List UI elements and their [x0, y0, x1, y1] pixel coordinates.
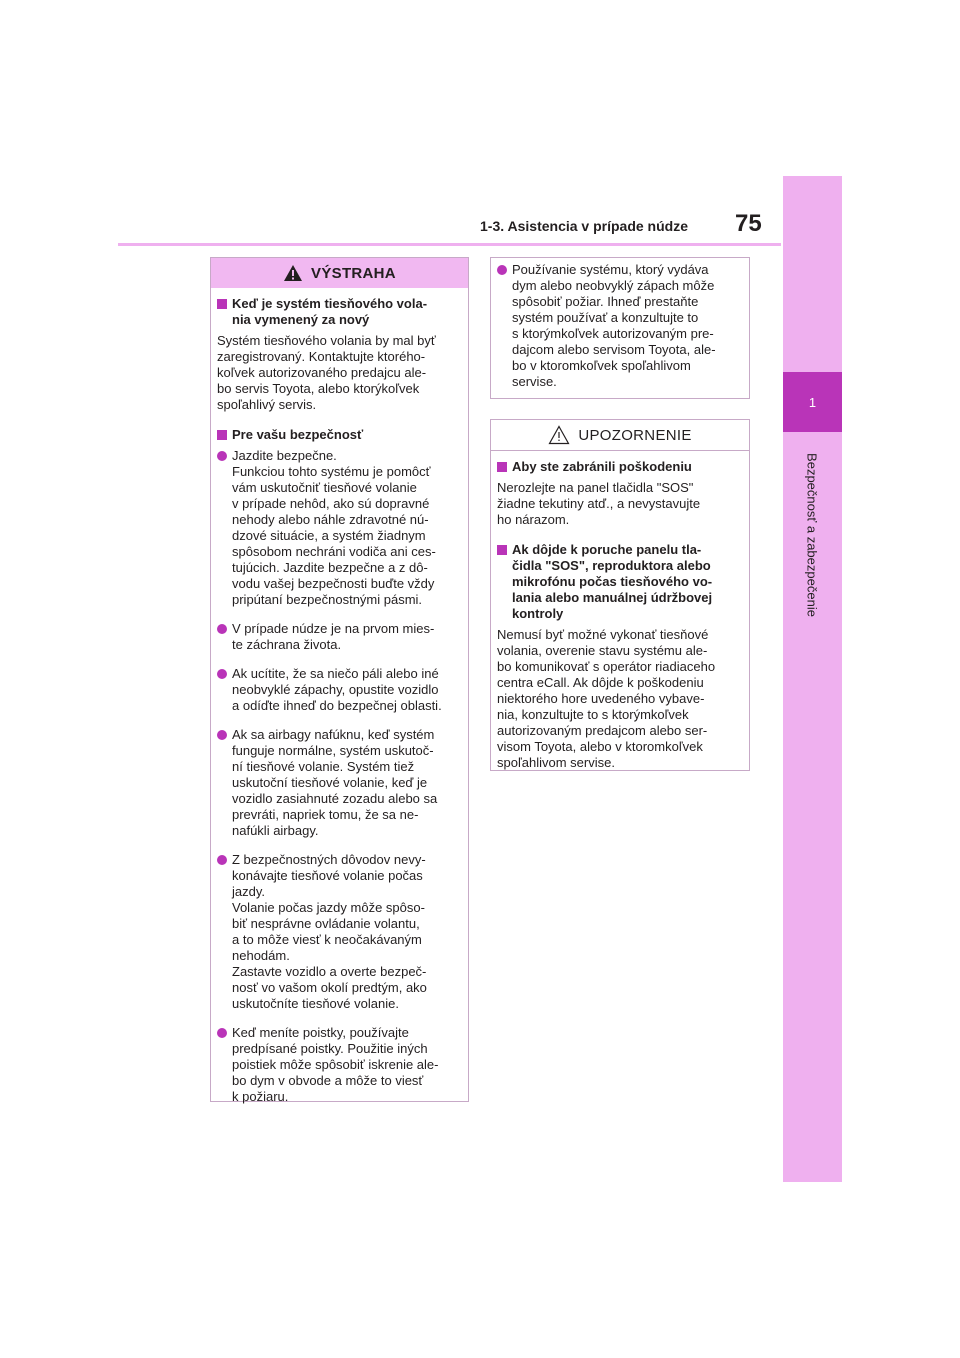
caution-box	[490, 419, 750, 771]
list-item	[217, 621, 462, 653]
list-item-text: Používanie systému, ktorý vydáva dym alebo neobvyklý zápach môže spôsobiť požiar. Ihneď prestaňte systém používať a konzultujte to s ktorýmkoľvek autorizovaným pre- dajcom alebo servisom Toyota, ale- bo v ktoromkoľvek spoľahlivom servise.	[512, 262, 716, 389]
list-item	[497, 262, 743, 390]
list-item-text: Z bezpečnostných dôvodov nevy- konávajte tiesňové volanie počas jazdy. Volanie počas jazdy môže spôso- biť nesprávne ovládanie volantu, a to môže viesť k neočakávaným nehodám. Zastavte vozidlo a overte bezpeč- nosť vo vašom okolí predtým, ako uskutočníte tiesňové volanie.	[232, 852, 427, 1011]
chapter-label: Bezpečnosť a zabezpečenie	[804, 453, 820, 617]
square-bullet-icon	[497, 545, 507, 555]
list-item	[217, 852, 462, 1012]
warning-subheading	[217, 296, 462, 328]
list-item	[217, 727, 462, 839]
warning-paragraph: Systém tiesňového volania by mal byť zaregistrovaný. Kontaktujte ktorého- koľvek autorizovaného predajcu ale- bo servis Toyota, alebo ktorýkoľvek spoľahlivý servis.	[217, 333, 436, 412]
bullet-dot-icon	[497, 265, 507, 275]
caution-subheading	[497, 542, 743, 622]
chapter-number: 1	[783, 372, 842, 432]
section-title: 1-3. Asistencia v prípade núdze	[480, 218, 688, 234]
list-item-text: Keď meníte poistky, používajte predpísané poistky. Použitie iných poistiek môže spôsobiť iskrenie ale- bo dym v obvode a môže to viesť k požiaru.	[232, 1025, 439, 1104]
caution-paragraph: Nemusí byť možné vykonať tiesňové volania, overenie stavu systému ale- bo komunikovať s operátor riadiaceho centra eCall. Ak dôjde k poškodeniu niektorého hore uvedeného vybave- nia, konzultujte to s ktorýmkoľvek autorizovaným predajcom alebo ser- visom Toyota, alebo v ktoromkoľvek spoľahlivom servise.	[497, 627, 716, 770]
chapter-tab	[783, 176, 842, 1182]
subheading-text: Aby ste zabránili poškodeniu	[512, 459, 692, 474]
caution-box-header	[491, 420, 749, 451]
caution-triangle-icon	[548, 425, 570, 445]
header-rule	[118, 243, 781, 246]
warning-box-continued	[490, 257, 750, 399]
caution-subheading	[497, 459, 743, 475]
list-item-text: V prípade núdze je na prvom mies- te záchrana života.	[232, 621, 435, 652]
caution-paragraph: Nerozlejte na panel tlačidla "SOS" žiadne tekutiny atď., a nevystavujte ho nárazom.	[497, 480, 701, 527]
bullet-dot-icon	[217, 855, 227, 865]
bullet-dot-icon	[217, 669, 227, 679]
warning-triangle-icon	[283, 264, 303, 282]
bullet-dot-icon	[217, 624, 227, 634]
list-item-text: Ak ucítite, že sa niečo páli alebo iné neobvyklé zápachy, opustite vozidlo a odíďte ihneď do bezpečnej oblasti.	[232, 666, 442, 713]
list-item	[217, 448, 462, 608]
list-item-text: Jazdite bezpečne. Funkciou tohto systému je pomôcť vám uskutočniť tiesňové volanie v prípade nehôd, ako sú dopravné nehody alebo náhle zdravotné nú- dzové situácie, a systém žiadnym spôsobom nechráni vodiča ani ces- tujúcich. Jazdite bezpečne a z dô- vodu vašej bezpečnosti buďte vždy pripútaní bezpečnostnými pásmi.	[232, 448, 436, 607]
bullet-dot-icon	[217, 451, 227, 461]
caution-box-title: UPOZORNENIE	[578, 426, 692, 444]
square-bullet-icon	[497, 462, 507, 472]
warning-box-header	[211, 258, 468, 288]
list-item-text: Ak sa airbagy nafúknu, keď systém funguje normálne, systém uskutoč- ní tiesňové volanie. Systém tiež uskutoční tiesňové volanie, keď je vozidlo zasiahnuté zozadu alebo sa prevráti, napriek tomu, že sa ne- nafúkli airbagy.	[232, 727, 438, 838]
bullet-dot-icon	[217, 730, 227, 740]
list-item	[217, 1025, 462, 1105]
bullet-dot-icon	[217, 1028, 227, 1038]
list-item	[217, 666, 462, 714]
warning-box-title: VÝSTRAHA	[311, 264, 396, 282]
square-bullet-icon	[217, 299, 227, 309]
subheading-text: Ak dôjde k poruche panelu tla- čidla "SOS", reproduktora alebo mikrofónu počas tiesňového vo- lania alebo manuálnej údržbovej kontroly	[512, 542, 713, 621]
subheading-text: Pre vašu bezpečnosť	[232, 427, 364, 442]
page-number: 75	[735, 210, 762, 237]
square-bullet-icon	[217, 430, 227, 440]
subheading-text: Keď je systém tiesňového vola- nia vymenený za nový	[232, 296, 428, 327]
warning-subheading	[217, 427, 462, 443]
warning-box	[210, 257, 469, 1102]
